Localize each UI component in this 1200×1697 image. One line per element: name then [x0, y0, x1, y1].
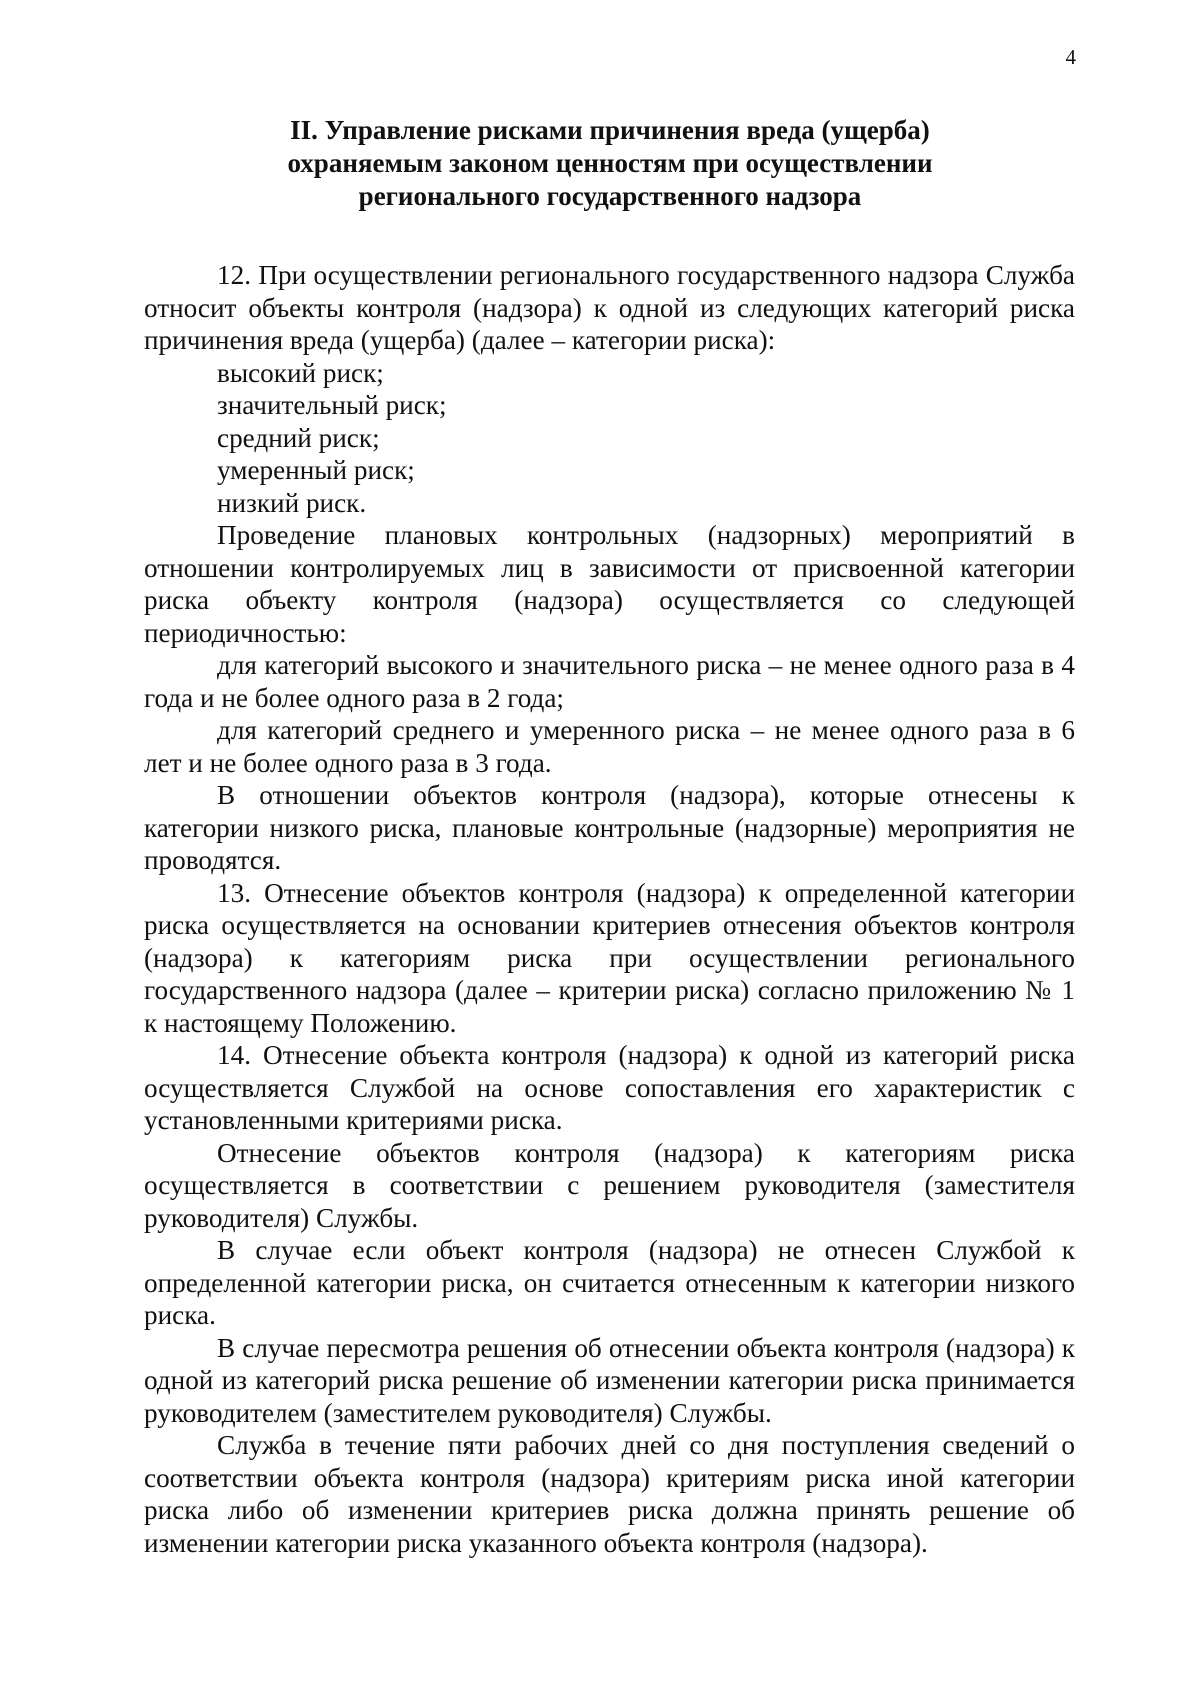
paragraph-high-significant-frequency: для категорий высокого и значительного риска – не менее одного раза в 4 года и не более одного раза в 2 года;: [144, 650, 1075, 713]
risk-category-significant: значительный риск;: [217, 390, 447, 420]
risk-category-high: высокий риск;: [217, 357, 384, 388]
risk-category-medium: средний риск;: [217, 422, 380, 453]
paragraph-default-low-risk: В случае если объект контроля (надзора) не отнесен Службой к определенной категории риска, он считается отнесенным к категории низкого риска.: [144, 1235, 1075, 1330]
document-body: [144, 259, 1075, 1559]
section-heading-line: охраняемым законом ценностям при осуществлении: [287, 148, 933, 178]
paragraph-five-day-decision: Служба в течение пяти рабочих дней со дня поступления сведений о соответствии объекта контроля (надзора) критериям риска иной категории риска либо об изменении критериев риска должна принять решение об изменении категории риска указанного объекта контроля (надзора).: [144, 1430, 1075, 1558]
paragraph-inspection-periodicity: Проведение плановых контрольных (надзорных) мероприятий в отношении контролируемых лиц в зависимости от присвоенной категории риска объекту контроля (надзора) осуществляется со следующей периодичностью:: [144, 520, 1075, 648]
paragraph-item-12: 12. При осуществлении регионального государственного надзора Служба относит объекты контроля (надзора) к одной из следующих категорий риска причинения вреда (ущерба) (далее – категории риска):: [144, 260, 1075, 355]
risk-category-moderate: умеренный риск;: [217, 455, 415, 485]
paragraph-revision-decision: В случае пересмотра решения об отнесении объекта контроля (надзора) к одной из категорий риска решение об изменении категории риска принимается руководителем (заместителем руководителя) Службы.: [144, 1332, 1075, 1428]
risk-category-low: низкий риск.: [217, 487, 367, 518]
paragraph-assignment-decision: Отнесение объектов контроля (надзора) к категориям риска осуществляется в соответствии с решением руководителя (заместителя руководителя) Службы.: [144, 1137, 1075, 1233]
paragraph-medium-moderate-frequency: для категорий среднего и умеренного риска – не менее одного раза в 6 лет и не более одного раза в 3 года.: [144, 715, 1075, 778]
section-heading-line: II. Управление рисками причинения вреда (ущерба): [290, 115, 930, 145]
page-number: 4: [1065, 45, 1076, 69]
paragraph-item-13: 13. Отнесение объектов контроля (надзора) к определенной категории риска осуществляется на основании критериев отнесения объектов контроля (надзора) к категориям риска при осуществлении регионального государственного надзора (далее – критерии риска) согласно приложению № 1 к настоящему Положению.: [144, 877, 1075, 1038]
paragraph-low-risk-no-inspections: В отношении объектов контроля (надзора), которые отнесены к категории низкого риска, плановые контрольные (надзорные) мероприятия не проводятся.: [144, 780, 1075, 875]
paragraph-item-14: 14. Отнесение объекта контроля (надзора) к одной из категорий риска осуществляется Службой на основе сопоставления его характеристик с установленными критериями риска.: [144, 1040, 1075, 1135]
section-heading: [140, 114, 1080, 213]
section-heading-line: регионального государственного надзора: [358, 181, 862, 211]
